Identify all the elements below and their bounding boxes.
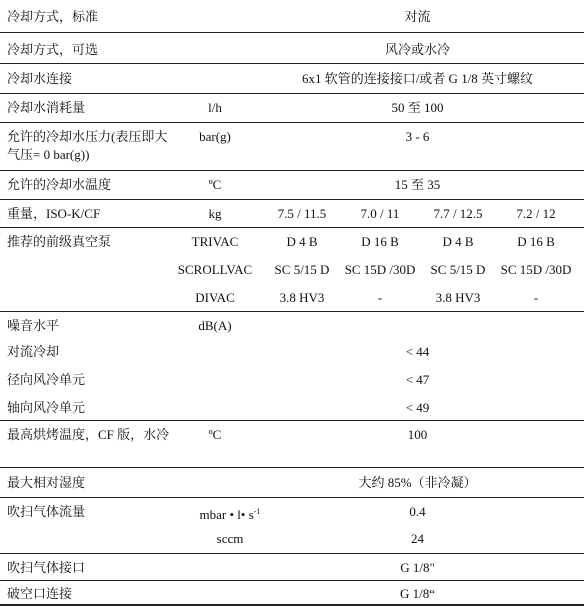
water-connection-value: 6x1 软管的连接接口/或者 G 1/8 英寸螺纹 <box>301 71 534 86</box>
humidity-value: 大约 85%（非冷凝） <box>358 475 477 490</box>
purge-flow-unit-text: mbar • l• s <box>199 507 254 522</box>
weight-value: 7.2 / 12 <box>516 206 556 221</box>
water-consumption-unit: l/h <box>208 100 222 115</box>
row-divider <box>0 93 584 94</box>
pump-name-divac: DIVAC <box>195 290 235 305</box>
pump-value: 3.8 HV3 <box>435 290 481 305</box>
pump-value: D 4 B <box>286 234 318 249</box>
bake-temperature-label: 最高烘烤温度，CF 版，水冷 <box>7 427 170 442</box>
water-consumption-value: 50 至 100 <box>391 100 444 115</box>
purge-flow-label: 吹扫气体流量 <box>7 504 86 519</box>
purge-connection-value: G 1/8" <box>400 560 435 575</box>
row-divider <box>0 553 584 554</box>
pump-value: D 16 B <box>517 234 555 249</box>
purge-flow-unit-exponent: -1 <box>253 507 261 516</box>
water-pressure-value: 3 - 6 <box>405 129 430 144</box>
noise-item-label: 径向风冷单元 <box>7 372 86 387</box>
row-divider <box>0 170 584 171</box>
pump-value: - <box>533 290 539 305</box>
water-connection-label: 冷却水连接 <box>7 71 73 86</box>
pump-value: SC 5/15 D <box>430 262 486 277</box>
row-divider <box>0 122 584 123</box>
noise-item-value: < 47 <box>405 372 430 387</box>
cooling-optional-label: 冷却方式，可选 <box>7 42 99 57</box>
bake-temperature-unit: ºC <box>208 427 222 442</box>
water-temperature-label: 允许的冷却水温度 <box>7 177 112 192</box>
cooling-standard-label: 冷却方式，标准 <box>7 9 99 24</box>
vent-connection-value: G 1/8“ <box>399 586 436 601</box>
purge-flow-value: 0.4 <box>409 504 426 519</box>
humidity-label: 最大相对湿度 <box>7 475 86 490</box>
water-temperature-unit: ºC <box>208 177 222 192</box>
cooling-standard-value: 对流 <box>404 9 431 24</box>
noise-item-label: 轴向风冷单元 <box>7 400 86 415</box>
vent-connection-label: 破空口连接 <box>7 586 73 601</box>
noise-item-value: < 44 <box>405 344 430 359</box>
table-bottom-rule <box>0 604 584 606</box>
weight-value: 7.7 / 12.5 <box>433 206 483 221</box>
pump-value: SC 5/15 D <box>274 262 330 277</box>
purge-flow-unit-sccm: sccm <box>216 531 244 546</box>
row-divider <box>0 497 584 498</box>
row-divider <box>0 311 584 312</box>
row-divider <box>0 32 584 33</box>
pump-name-scrollvac: SCROLLVAC <box>177 262 253 277</box>
weight-unit: kg <box>208 206 222 221</box>
pump-value: SC 15D /30D <box>500 262 572 277</box>
pump-value: D 16 B <box>361 234 399 249</box>
row-divider <box>0 63 584 64</box>
noise-item-label: 对流冷却 <box>7 344 60 359</box>
noise-item-value: < 49 <box>405 400 430 415</box>
pump-value: 3.8 HV3 <box>279 290 325 305</box>
weight-label: 重量，ISO-K/CF <box>7 206 101 221</box>
noise-label: 噪音水平 <box>7 318 60 333</box>
pump-value: SC 15D /30D <box>344 262 416 277</box>
row-divider <box>0 420 584 421</box>
purge-flow-value-sccm: 24 <box>411 531 424 546</box>
pump-name-trivac: TRIVAC <box>191 234 239 249</box>
water-pressure-unit: bar(g) <box>199 129 231 144</box>
pump-value: - <box>377 290 383 305</box>
water-pressure-label: 允许的冷却水压力(表压即大气压= 0 bar(g)) <box>7 129 168 162</box>
water-temperature-value: 15 至 35 <box>394 177 441 192</box>
row-divider <box>0 227 584 228</box>
water-consumption-label: 冷却水消耗量 <box>7 100 86 115</box>
noise-unit: dB(A) <box>198 318 232 333</box>
backing-pump-label: 推荐的前级真空泵 <box>7 234 112 249</box>
row-divider <box>0 199 584 200</box>
row-divider <box>0 467 584 468</box>
row-divider <box>0 580 584 581</box>
purge-connection-label: 吹扫气体接口 <box>7 560 86 575</box>
pump-value: D 4 B <box>442 234 474 249</box>
cooling-optional-value: 风冷或水冷 <box>384 42 450 57</box>
weight-value: 7.0 / 11 <box>360 206 400 221</box>
bake-temperature-value: 100 <box>407 427 428 442</box>
weight-value: 7.5 / 11.5 <box>277 206 327 221</box>
